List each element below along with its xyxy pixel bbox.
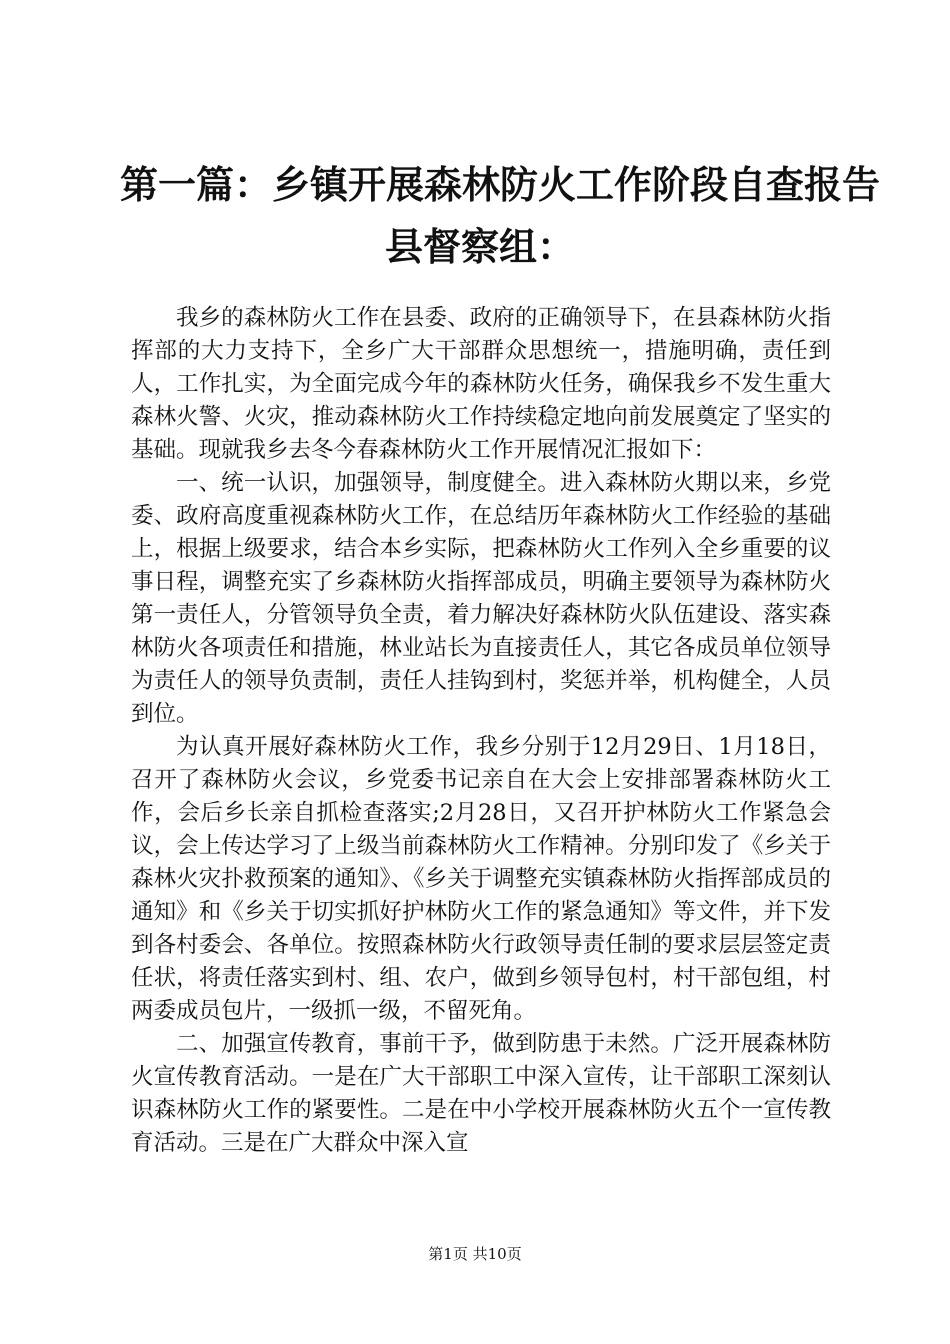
paragraph: 二、加强宣传教育，事前干予，做到防患于未然。广泛开展森林防火宣传教育活动。一是在广大干部职工中深入宣传，让干部职工深刻认识森林防火工作的紧要性。二是在中小学校开展森林防火五个一宣传教育活动。三是在广大群众中深入宣 [131,1031,831,1156]
page-footer: 第1页 共10页 [428,1245,522,1263]
document-recipient: 县督察组： [384,224,575,269]
document-body [131,302,831,1160]
paragraph: 一、统一认识，加强领导，制度健全。进入森林防火期以来，乡党委、政府高度重视森林防火工作，在总结历年森林防火工作经验的基础上，根据上级要求，结合本乡实际，把森林防火工作列入全乡重要的议事日程，调整充实了乡森林防火指挥部成员，明确主要领导为森林防火第一责任人，分管领导负全责，着力解决好森林防火队伍建设、落实森林防火各项责任和措施，林业站长为直接责任人，其它各成员单位领导为责任人的领导负责制，责任人挂钩到村，奖惩并举，机构健全，人员到位。 [131,470,831,727]
paragraph: 我乡的森林防火工作在县委、政府的正确领导下，在县森林防火指挥部的大力支持下，全乡广大干部群众思想统一，措施明确，责任到人，工作扎实，为全面完成今年的森林防火任务，确保我乡不发生重大森林火警、火灾，推动森林防火工作持续稳定地向前发展奠定了坚实的基础。现就我乡去冬今春森林防火工作开展情况汇报如下： [131,305,831,463]
paragraph: 为认真开展好森林防火工作，我乡分别于12月29日、1月18日，召开了森林防火会议，乡党委书记亲自在大会上安排部署森林防火工作，会后乡长亲自抓检查落实;2月28日，又召开护林防火工作紧急会议，会上传达学习了上级当前森林防火工作精神。分别印发了《乡关于森林火灾扑救预案的通知》、《乡关于调整充实镇森林防火指挥部成员的通知》和《乡关于切实抓好护林防火工作的紧急通知》等文件，并下发到各村委会、各单位。按照森林防火行政领导责任制的要求层层签定责任状，将责任落实到村、组、农户，做到乡领导包村，村干部包组，村两委成员包片，一级抓一级，不留死角。 [131,734,831,1024]
document-title: 第一篇：乡镇开展森林防火工作阶段自查报告 [120,162,881,207]
